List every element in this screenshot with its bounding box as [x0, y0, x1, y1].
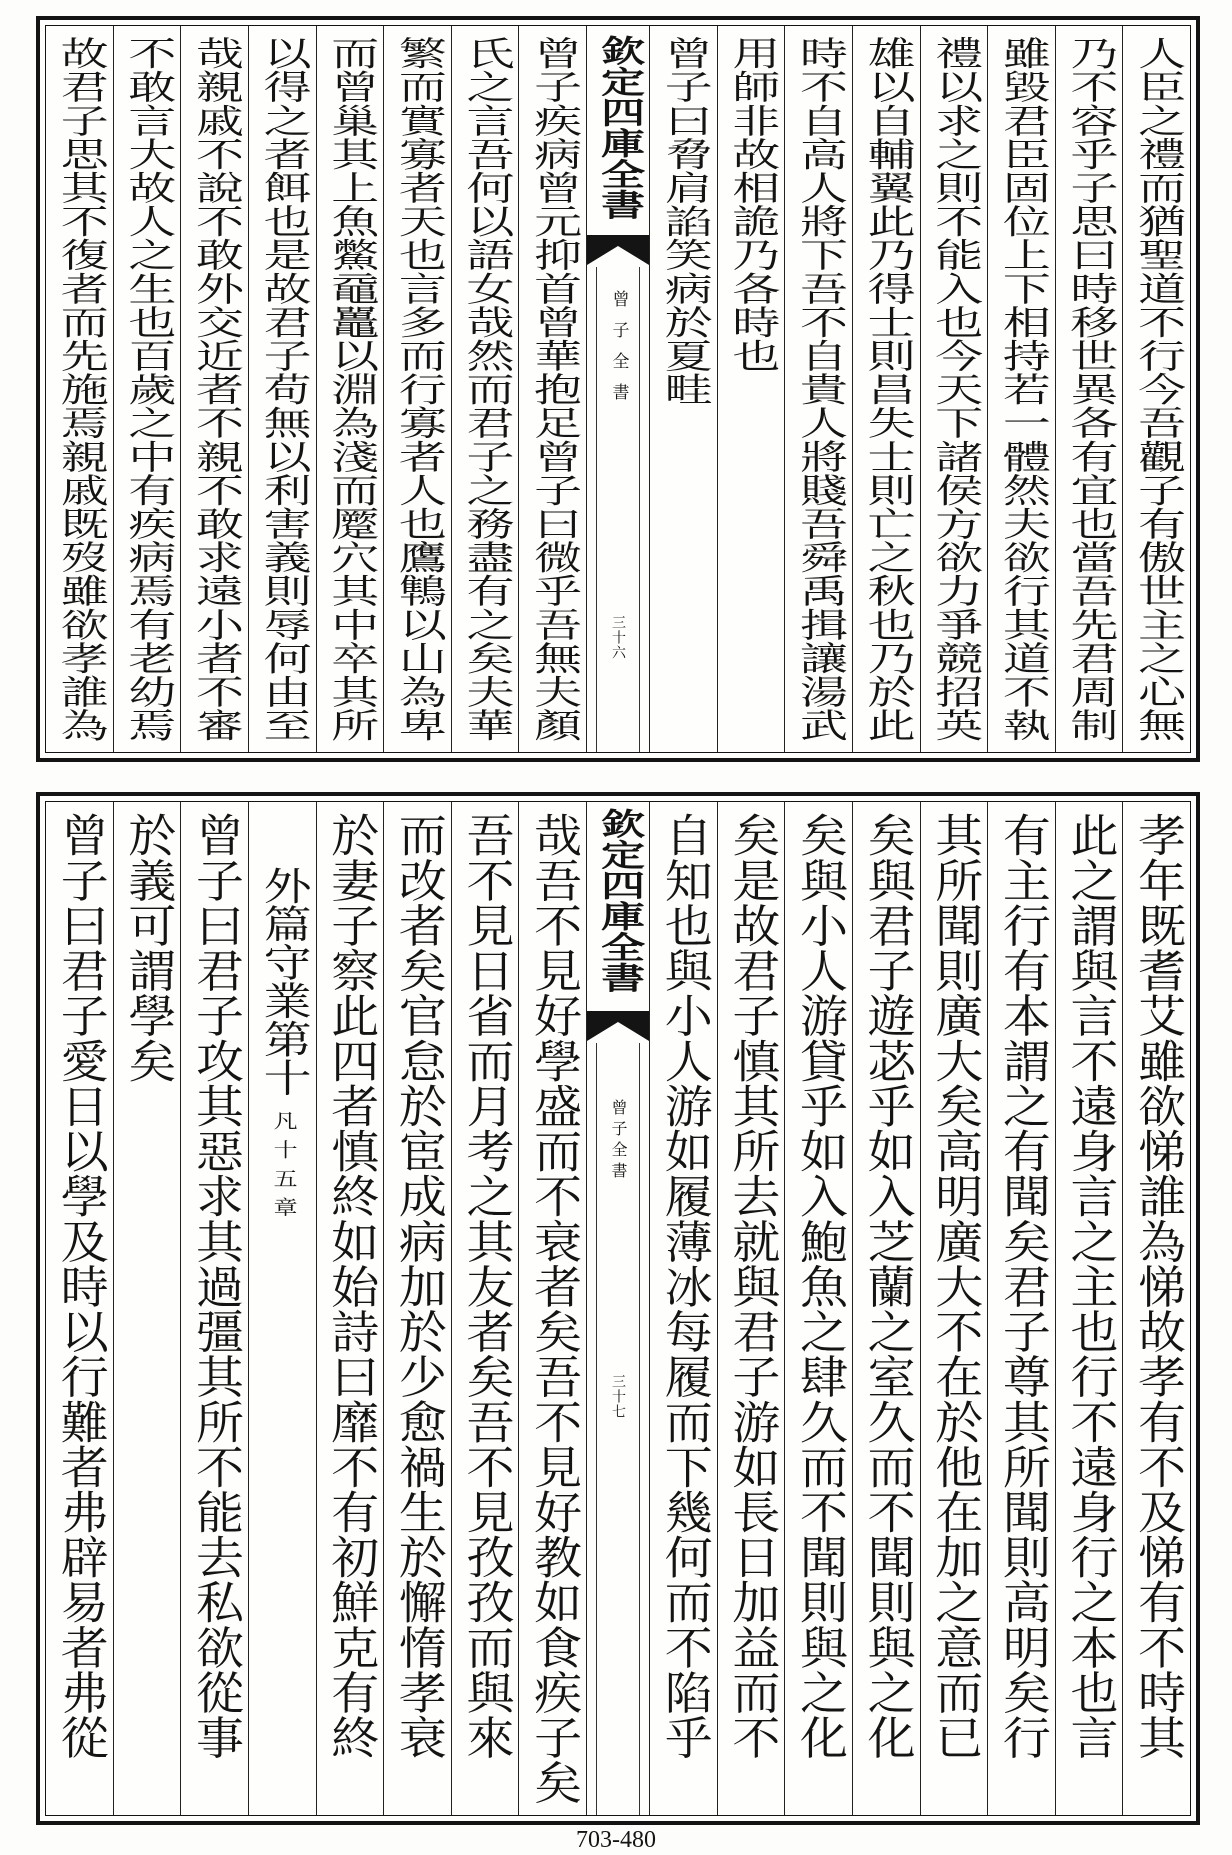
column-text: 曾子曰脅肩諂笑病於夏畦	[656, 36, 713, 406]
column-text: 哉吾不見好學盛而不衰者矣吾不見好教如食疾子矣	[525, 812, 582, 1805]
fishtail-shape	[587, 235, 649, 265]
text-column	[316, 26, 384, 752]
column-text: 雖毀君臣固位上下相持若一體然夫欲行其道不執	[994, 36, 1051, 742]
column-text: 用師非故相詭乃各時也	[723, 36, 780, 372]
column-text: 故君子思其不復者而先施焉親戚既歿雖欲孝誰為	[52, 36, 109, 742]
text-column	[383, 802, 451, 1815]
center-band	[586, 802, 649, 1815]
text-column	[180, 802, 248, 1815]
text-column	[649, 26, 717, 752]
band-rule-right	[639, 267, 640, 752]
band-rule-left	[596, 267, 597, 752]
fishtail-mark	[587, 1011, 649, 1043]
text-column	[1122, 26, 1190, 752]
fishtail-shape	[587, 1011, 649, 1041]
band-rule-right	[639, 1043, 640, 1815]
column-text: 繁而實寡者天也言多而行寡者人也鷹鶽以山為卑	[390, 36, 447, 742]
text-column	[248, 26, 316, 752]
column-text: 孝年既耆艾雖欲悌誰為悌故孝有不及悌有不時其	[1129, 812, 1186, 1760]
lower-leaf-frame	[45, 801, 1191, 1816]
upper-leaf	[36, 16, 1200, 762]
column-text: 於妻子察此四者慎終如始詩曰靡不有初鮮克有終	[322, 812, 379, 1760]
plate-number: 703-480	[576, 1827, 656, 1853]
column-text: 於義可謂學矣	[119, 812, 176, 1083]
text-column	[113, 802, 181, 1815]
fishtail-mark	[587, 235, 649, 267]
center-band	[586, 26, 649, 752]
text-column	[46, 26, 113, 752]
leaf-number: 三十七	[610, 1374, 626, 1419]
chapter-heading-column	[248, 802, 316, 1815]
column-text: 而改者矣官怠於宦成病加於少愈禍生於懈惰孝衰	[390, 812, 447, 1760]
text-column	[920, 26, 988, 752]
text-column	[784, 26, 852, 752]
column-text: 氏之言吾何以語女哉然而君子之務盡有之矣夫華	[457, 36, 514, 742]
column-text: 時不自高人將下吾不自貴人將賤吾舜禹揖讓湯武	[791, 36, 848, 742]
column-text: 其所聞則廣大矣高明廣大不在於他在加之意而已	[926, 812, 983, 1760]
text-column	[717, 802, 785, 1815]
upper-leaf-frame	[45, 25, 1191, 753]
column-text: 禮以求之則不能入也今天下諸侯方欲力爭競招英	[926, 36, 983, 742]
column-text: 以得之者餌也是故君子苟無以利害義則辱何由至	[255, 36, 312, 742]
chapter-heading: 外篇守業第十	[255, 866, 312, 1097]
text-column	[451, 26, 519, 752]
text-column	[1055, 26, 1123, 752]
column-text: 雄以自輔翼此乃得士則昌失士則亡之秋也乃於此	[859, 36, 916, 742]
column-text: 自知也與小人游如履薄冰每履而下幾何而不陷乎	[656, 812, 713, 1760]
text-column	[1122, 802, 1190, 1815]
text-column	[180, 26, 248, 752]
chapter-count-note: 凡十五章	[269, 1110, 298, 1226]
collection-title: 欽定四庫全書	[593, 808, 645, 993]
text-column	[852, 26, 920, 752]
column-text: 曾子曰君子攻其惡求其過彊其所不能去私欲從事	[187, 812, 244, 1760]
column-text: 曾子疾病曾元抑首曾華抱足曾子曰微乎吾無夫顏	[525, 36, 582, 742]
text-column	[987, 26, 1055, 752]
text-column	[113, 26, 181, 752]
band-rule-left	[596, 1043, 597, 1815]
text-column	[383, 26, 451, 752]
text-column	[987, 802, 1055, 1815]
column-text: 吾不見日省而月考之其友者矣吾不見孜孜而與來	[457, 812, 514, 1760]
text-column	[649, 802, 717, 1815]
column-text: 矣與君子遊苾乎如入芝蘭之室久而不聞則與之化	[859, 812, 916, 1760]
column-text: 乃不容乎子思曰時移世異各有宜也當吾先君周制	[1061, 36, 1118, 742]
text-column	[518, 26, 586, 752]
column-text: 有主行有本謂之有聞矣君子尊其所聞則高明矣行	[994, 812, 1051, 1760]
text-column	[920, 802, 988, 1815]
column-text: 而曾巢其上魚鱉黿鼉以淵為淺而蹷穴其中卒其所	[322, 36, 379, 742]
column-text: 哉親戚不說不敢外交近者不親不敢求遠小者不審	[187, 36, 244, 742]
leaf-number: 三十六	[610, 615, 626, 660]
text-column	[852, 802, 920, 1815]
column-text: 此之謂與言不遠身言之主也行不遠身行之本也言	[1061, 812, 1118, 1760]
column-text: 曾子曰君子愛日以學及時以行難者弗辟易者弗從	[52, 812, 109, 1760]
book-title: 曾子全書	[609, 1099, 628, 1183]
column-text: 人臣之禮而猶聖道不行今吾觀子有傲世主之心無	[1129, 36, 1186, 742]
text-column	[784, 802, 852, 1815]
lower-leaf	[36, 792, 1200, 1825]
text-column	[518, 802, 586, 1815]
text-column	[46, 802, 113, 1815]
column-text: 不敢言大故人之生也百歲之中有疾病焉有老幼焉	[119, 36, 176, 742]
chapter-heading-block	[255, 866, 312, 1226]
text-column	[1055, 802, 1123, 1815]
column-text: 矣是故君子慎其所去就與君子游如長日加益而不	[723, 812, 780, 1760]
text-column	[316, 802, 384, 1815]
text-column	[717, 26, 785, 752]
column-text: 矣與小人游貸乎如入鮑魚之肆久而不聞則與之化	[791, 812, 848, 1760]
collection-title: 欽定四庫全書	[593, 35, 645, 220]
text-column	[451, 802, 519, 1815]
book-title: 曾子全書	[608, 290, 629, 414]
